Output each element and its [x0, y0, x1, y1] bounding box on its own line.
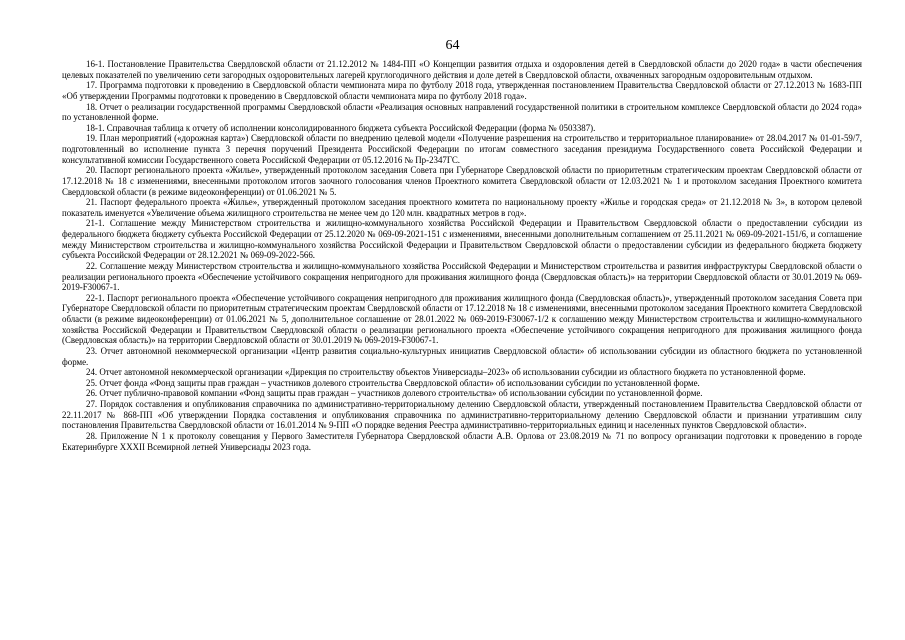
list-item: 16-1. Постановление Правительства Свердловской области от 21.12.2012 № 1484-ПП «О Концепции развития отдыха и оздоровления детей в Свердловской области до 2020 года» в части обеспечения целевых показателей по увеличению сети загородных оздоровительных лагерей круглогодичного действия и доле детей в Свердловской области, охваченных загородным оздоровительным отдыхом.: [62, 59, 862, 80]
list-item: 25. Отчет фонда «Фонд защиты прав граждан – участников долевого строительства Свердловской области» об использовании субсидии по установленной форме.: [86, 377, 700, 388]
list-item: 20. Паспорт регионального проекта «Жилье», утвержденный протоколом заседания Совета при Губернаторе Свердловской области по приоритетным стратегическим проектам Свердловской области от 17.12.2018 № 18 с изменениями, внесенными протоколом итогов заочного голосования членов Проектного комитета Свердловской области от 12.03.2021 № 1 и протоколом заседания Проектного комитета Свердловской области (в режиме видеоконференции) от 01.06.2021 № 5.: [62, 165, 862, 197]
list-item: 21-1. Соглашение между Министерством строительства и жилищно-коммунального хозяйства Российской Федерации и Правительством Свердловской области о предоставлении субсидии из федерального бюджета бюджету субъекта Российской Федерации от 25.12.2020 № 069-09-2021-151 с изменениями, внесенными дополнительным соглашением от 25.11.2021 № 069-09-2021-151/6, и соглашение между Министерством строительства и жилищно-коммунального хозяйства Российской Федерации и Правительством Свердловской области о предоставлении субсидии из федерального бюджета бюджету субъекта Российской Федерации от 28.12.2021 № 069-09-2022-566.: [62, 218, 862, 261]
list-item: 18. Отчет о реализации государственной программы Свердловской области «Реализация основных направлений государственной политики в строительном комплексе Свердловской области до 2024 года» по установленной форме.: [62, 101, 862, 123]
list-item: 18-1. Справочная таблица к отчету об исполнении консолидированного бюджета субъекта Российской Федерации (форма № 0503387).: [86, 122, 596, 133]
list-item: 27. Порядок составления и опубликования справочника по административно-территориальному делению Свердловской области, утвержденный постановлением Правительства Свердловской области от 22.11.2017 № 868-ПП «Об утверждении Порядка составления и опубликования справочника по административно-территориальному делению Свердловской области и признании утратившим силу постановления Правительства Свердловской области от 16.01.2014 № 9-ПП «О порядке ведения Реестра административно-территориальных единиц и населенных пунктов Свердловской области».: [62, 399, 862, 431]
list-item: 24. Отчет автономной некоммерческой организации «Дирекция по строительству объектов Универсиады–2023» об использовании субсидии из областного бюджета по установленной форме.: [86, 367, 806, 378]
list-item: 21. Паспорт федерального проекта «Жилье», утвержденный протоколом заседания проектного комитета по национальному проекту «Жилье и городская среда» от 21.12.2018 № 3», в котором целевой показатель именуется «Увеличение объема жилищного строительства не менее чем до 120 млн. квадратных метров в год».: [62, 197, 862, 218]
list-item: 23. Отчет автономной некоммерческой организации «Центр развития социально-культурных инициатив Свердловской области» об использовании субсидии из областного бюджета по установленной форме.: [62, 345, 862, 367]
list-item: 22. Соглашение между Министерством строительства и жилищно-коммунального хозяйства Российской Федерации и Министерством строительства и развития инфраструктуры Свердловской области о реализации регионального проекта «Обеспечение устойчивого сокращения непригодного для проживания жилищного фонда (Свердловская область)» на территории Свердловской области от 30.01.2019 № 069-2019-F30067-1.: [62, 260, 862, 293]
list-item: 17. Программа подготовки к проведению в Свердловской области чемпионата мира по футболу 2018 года, утвержденная постановлением Правительства Свердловской области от 27.12.2013 № 1683-ПП «Об утверждении Программы подготовки к проведению в Свердловской области чемпионата мира по футболу 2018 года».: [62, 80, 862, 101]
list-item: 28. Приложение N 1 к протоколу совещания у Первого Заместителя Губернатора Свердловской области А.В. Орлова от 23.08.2019 № 71 по вопросу организации подготовки к проведению в городе Екатеринбурге XXXII Всемирной летней Универсиады 2023 года.: [62, 430, 862, 452]
document-body: [62, 59, 862, 452]
list-item: 19. План мероприятий («дорожная карта») Свердловской области по внедрению целевой модели «Получение разрешения на строительство и территориальное планирование» от 28.04.2017 № 01-01-59/7, подготовленный во исполнение пункта 3 перечня поручений Президента Российской Федерации по итогам совместного заседания президиума Государственного совета Российской Федерации и консультативной комиссии Государственного совета Российской Федерации от 05.12.2016 № Пр-2347ГС.: [62, 133, 862, 165]
page-number: 64: [445, 38, 460, 53]
list-item: 22-1. Паспорт регионального проекта «Обеспечение устойчивого сокращения непригодного для проживания жилищного фонда (Свердловская область)», утвержденный протоколом заседания Совета при Губернаторе Свердловской области по приоритетным стратегическим проектам Свердловской области от 17.12.2018 № 18 с изменениями, внесенными протоколом заседания Проектного комитета Свердловской области (в режиме видеоконференции) от 01.06.2021 № 5, дополнительное соглашение от 28.01.2022 № 069-2019-F30067-1/2 к соглашению между Министерством строительства и жилищно-коммунального хозяйства Российской Федерации и Правительством Свердловской области о реализации регионального проекта «Обеспечение устойчивого сокращения непригодного для проживания жилищного фонда (Свердловская область)» на территории Свердловской области от 30.01.2019 № 069-2019-F30067-1.: [62, 292, 862, 346]
list-item: 26. Отчет публично-правовой компании «Фонд защиты прав граждан – участников долевого строительства» об использовании субсидии по установленной форме.: [86, 388, 703, 399]
